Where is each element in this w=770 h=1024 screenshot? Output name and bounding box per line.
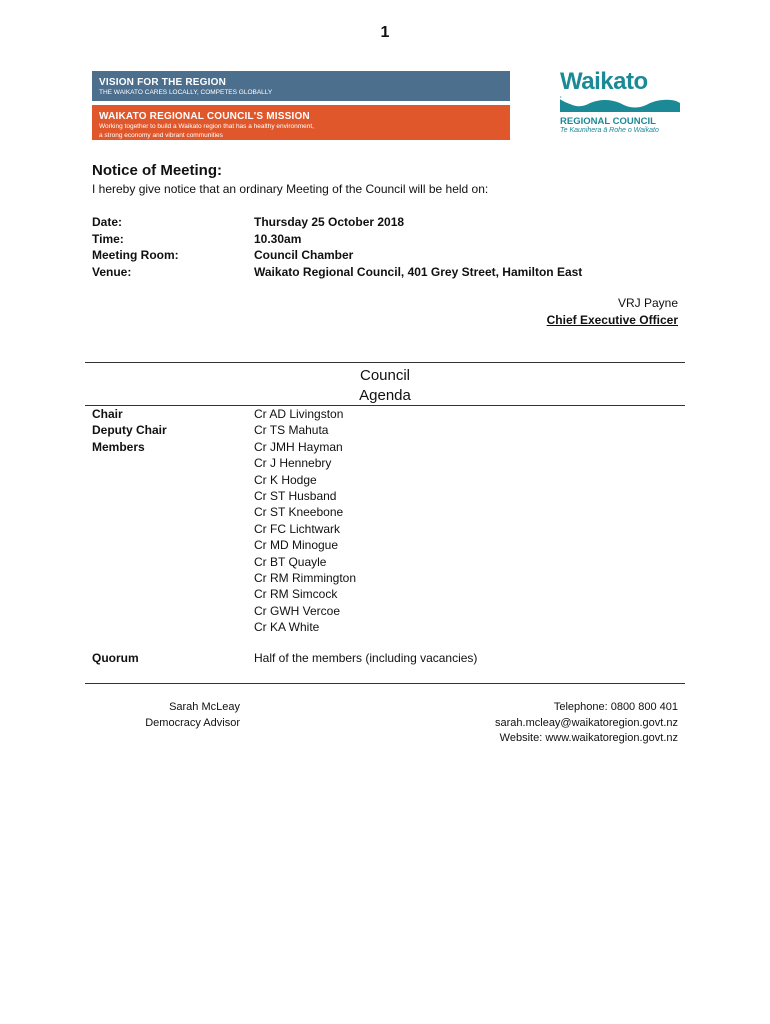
contact-person [92,700,240,731]
signer-block [547,295,678,329]
detail-label: Venue: [92,264,132,279]
quorum-label: Quorum [92,651,139,665]
waikato-logo [560,68,682,144]
vision-banner [92,71,510,101]
mission-line-2: a strong economy and vibrant communities [99,132,223,139]
detail-label: Time: [92,231,124,246]
detail-value: Thursday 25 October 2018 [254,215,405,229]
contact-name: Sarah McLeay [169,701,240,713]
contact-website-link[interactable]: Website: www.waikatoregion.govt.nz [499,732,678,744]
contact-info [495,700,678,747]
member-name: Cr TS Mahuta [254,423,329,438]
member-row [92,537,356,553]
member-name: Cr MD Minogue [254,538,339,553]
member-name: Cr J Hennebry [254,456,332,471]
member-name: Cr ST Kneebone [254,505,344,520]
mission-line-1: Working together to build a Waikato region that has a healthy environment, [99,123,314,130]
logo-wordmark: Waikato [560,68,648,95]
member-row [92,586,356,602]
member-name: Cr AD Livingston [254,407,344,421]
wave-logo-icon [560,94,680,112]
member-row [92,406,356,422]
member-name: Cr GWH Vercoe [254,603,341,618]
members-list [92,406,356,636]
detail-label: Meeting Room: [92,248,179,262]
detail-label: Date: [92,215,123,229]
quorum-value: Half of the members (including vacancies) [254,651,478,665]
mission-banner [92,105,510,140]
member-row [92,422,356,438]
agenda-heading [0,366,770,406]
divider-top [85,362,685,363]
detail-row-time [92,231,582,248]
member-name: Cr KA White [254,620,320,635]
member-name: Cr JMH Hayman [254,439,343,454]
detail-row-room [92,247,582,264]
member-row [92,439,356,455]
member-name: Cr FC Lichtwark [254,521,341,536]
member-name: Cr BT Quayle [254,554,327,569]
logo-subtitle: REGIONAL COUNCIL [560,116,656,127]
member-row [92,570,356,586]
member-row [92,521,356,537]
role-label: Members [92,439,145,454]
member-row [92,472,356,488]
quorum-row [92,651,477,665]
page-number: 1 [380,24,390,41]
member-row [92,603,356,619]
member-name: Cr K Hodge [254,472,317,487]
signer-name: VRJ Payne [617,296,678,310]
member-name: Cr ST Husband [254,489,337,504]
member-row [92,619,356,635]
detail-row-date [92,214,582,231]
member-row [92,455,356,471]
member-row [92,488,356,504]
agenda-line-agenda: Agenda [359,387,411,404]
vision-title: VISION FOR THE REGION [99,77,226,88]
agenda-line-council: Council [359,367,411,384]
vision-subtitle: THE WAIKATO CARES LOCALLY, COMPETES GLOBALLY [99,89,273,96]
mission-title: WAIKATO REGIONAL COUNCIL'S MISSION [99,111,310,122]
contact-email-link[interactable]: sarah.mcleay@waikatoregion.govt.nz [495,716,678,729]
notice-intro: I hereby give notice that an ordinary Meeting of the Council will be held on: [92,182,489,196]
detail-value: Waikato Regional Council, 401 Grey Street, Hamilton East [254,264,583,279]
meeting-details [92,214,582,280]
contact-role: Democracy Advisor [145,716,240,729]
role-label: Chair [92,407,123,421]
member-row [92,504,356,520]
notice-title: Notice of Meeting: [92,162,222,179]
detail-row-venue [92,264,582,281]
member-name: Cr RM Simcock [254,587,338,602]
contact-telephone: Telephone: 0800 800 401 [553,701,678,713]
member-row [92,554,356,570]
detail-value: Council Chamber [254,248,354,262]
role-label: Deputy Chair [92,423,167,438]
member-name: Cr RM Rimmington [254,571,357,586]
signer-title: Chief Executive Officer [546,313,678,327]
detail-value: 10.30am [254,231,302,246]
logo-tagline: Te Kaunihera ā Rohe o Waikato [560,127,659,134]
divider-bottom [85,683,685,684]
